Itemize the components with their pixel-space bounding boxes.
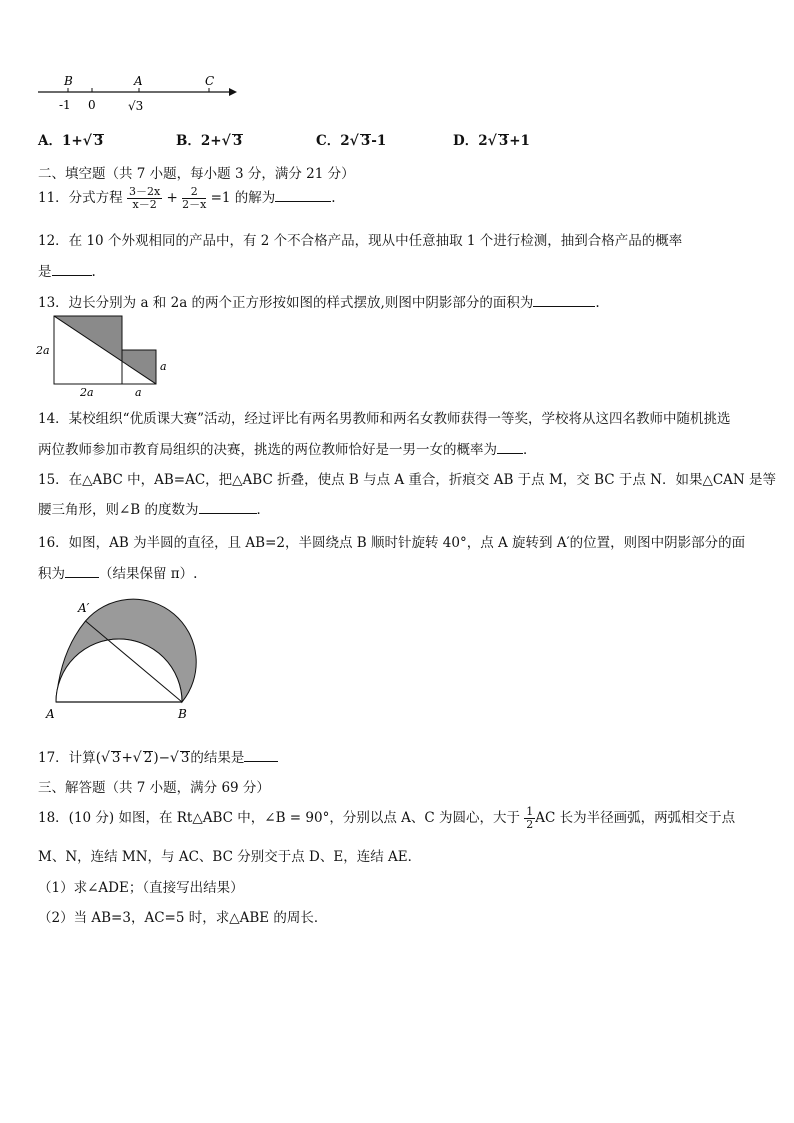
q17-answer-blank[interactable] bbox=[244, 749, 278, 762]
option-a-radicand: 3 bbox=[93, 133, 104, 149]
point-label-a: A bbox=[134, 74, 143, 88]
option-a-label: A．1+ bbox=[38, 133, 83, 149]
question-15-line-1: 15．在△ABC 中，AB=AC，把△ABC 折叠，使点 B 与点 A 重合，折痕交 AB 于点 M，交 BC 于点 N．如果△CAN 是等 bbox=[38, 472, 777, 488]
tick-label-minus-one: -1 bbox=[59, 98, 71, 112]
q14-end: ． bbox=[523, 442, 537, 458]
q17-radicand-1: 3 bbox=[111, 750, 121, 766]
option-c-radicand: 3 bbox=[360, 133, 371, 149]
q18-half-fraction bbox=[524, 806, 535, 831]
question-12-line-2 bbox=[38, 260, 96, 280]
question-18-part-1: （1）求∠ADE；（直接写出结果） bbox=[38, 880, 244, 896]
q16-label-b: B bbox=[178, 707, 187, 721]
q17-plus: + bbox=[121, 750, 133, 766]
option-b-radicand: 3 bbox=[232, 133, 243, 149]
q13-label-bottom-2a: 2a bbox=[80, 386, 94, 398]
question-12-line-1: 12．在 10 个外观相同的产品中，有 2 个不合格产品，现从中任意抽取 1 个进行检测，抽到合格产品的概率 bbox=[38, 233, 683, 249]
q18-half-num: 1 bbox=[526, 805, 534, 818]
q11-prefix: 11．分式方程 bbox=[38, 190, 123, 206]
q15-answer-blank[interactable] bbox=[199, 501, 257, 514]
option-a: A．1+√ 3 bbox=[38, 133, 104, 149]
q16-line2-end: （结果保留 π）. bbox=[99, 566, 198, 582]
option-c: C．2√ 3-1 bbox=[316, 133, 387, 149]
q11-plus: + bbox=[166, 190, 178, 206]
question-18-line-1 bbox=[38, 806, 735, 831]
point-label-b: B bbox=[64, 74, 73, 88]
q17-paren-close: ) bbox=[153, 750, 159, 766]
q16-line2-text: 积为 bbox=[38, 566, 65, 582]
q18-line1-suffix: AC 长为半径画弧，两弧相交于点 bbox=[535, 810, 736, 826]
q13-end: . bbox=[595, 295, 600, 311]
q11-frac1-num: 3－2x bbox=[128, 185, 161, 198]
q18-line1-prefix: 18．(10 分) 如图，在 Rt△ABC 中，∠B = 90°，分别以点 A、C 为圆心，大于 bbox=[38, 810, 520, 826]
tick-label-zero: 0 bbox=[88, 98, 96, 112]
question-15-line-2 bbox=[38, 498, 270, 518]
q16-answer-blank[interactable] bbox=[65, 565, 99, 578]
q13-label-right-a: a bbox=[160, 360, 167, 373]
question-16-line-2 bbox=[38, 562, 197, 582]
q17-radicand-2: 2 bbox=[143, 750, 153, 766]
q16-label-a: A bbox=[46, 707, 55, 721]
q16-semicircle-figure bbox=[40, 592, 215, 724]
q11-fraction-2 bbox=[182, 186, 206, 211]
q13-label-bottom-a: a bbox=[135, 386, 142, 398]
section-2-heading: 二、填空题（共 7 小题，每小题 3 分，满分 21 分） bbox=[38, 166, 355, 182]
q14-line2-text: 两位教师参加市教育局组织的决赛，挑选的两位教师恰好是一男一女的概率为 bbox=[38, 442, 497, 458]
tick-label-sqrt3: √3 bbox=[128, 99, 144, 113]
q13-text: 13．边长分别为 a 和 2a 的两个正方形按如图的样式摆放,则图中阴影部分的面积为 bbox=[38, 295, 534, 311]
option-d-radicand: 3 bbox=[498, 133, 509, 149]
q17-paren-open: ( bbox=[95, 750, 101, 766]
option-d-suffix: +1 bbox=[509, 133, 530, 149]
section-3-heading: 三、解答题（共 7 小题，满分 69 分） bbox=[38, 780, 270, 796]
q17-prefix: 17．计算 bbox=[38, 750, 96, 766]
q15-line2-text: 腰三角形，则∠B 的度数为 bbox=[38, 502, 199, 518]
q11-frac1-den: x－2 bbox=[132, 198, 157, 211]
question-16-line-1: 16．如图，AB 为半圆的直径，且 AB=2，半圆绕点 B 顺时针旋转 40°，点 A 旋转到 A′的位置，则图中阴影部分的面 bbox=[38, 535, 746, 551]
q17-suffix: 的结果是 bbox=[190, 750, 245, 766]
q13-answer-blank[interactable] bbox=[533, 294, 595, 307]
q18-half-den: 2 bbox=[526, 818, 534, 831]
q11-end: . bbox=[331, 190, 336, 206]
q17-minus: − bbox=[158, 750, 170, 766]
question-14-line-2 bbox=[38, 438, 537, 458]
option-d-label: D．2 bbox=[453, 133, 488, 149]
q12-end: . bbox=[91, 264, 96, 280]
q16-label-a-prime: A′ bbox=[78, 601, 90, 615]
question-18-line-2: M、N，连结 MN，与 AC、BC 分别交于点 D、E，连结 AE． bbox=[38, 849, 422, 865]
q11-frac2-num: 2 bbox=[182, 186, 206, 199]
question-18-part-2: （2）当 AB=3，AC=5 时，求△ABE 的周长． bbox=[38, 910, 328, 926]
number-line-figure bbox=[30, 70, 250, 118]
q15-end: ． bbox=[256, 502, 271, 518]
q13-label-left-2a: 2a bbox=[36, 344, 50, 357]
question-14-line-1: 14．某校组织“优质课大赛”活动，经过评比有两名男教师和两名女教师获得一等奖，学校将从这四名教师中随机挑选 bbox=[38, 411, 731, 427]
question-17: 17．计算(√ 3+√ 2)−√ 3的结果是 bbox=[38, 746, 278, 766]
q11-fraction-1 bbox=[127, 186, 162, 211]
q17-radicand-3: 3 bbox=[180, 750, 190, 766]
q11-frac2-den: 2－x bbox=[182, 198, 207, 211]
q14-answer-blank[interactable] bbox=[497, 441, 523, 454]
q11-suffix: =1 的解为 bbox=[210, 190, 276, 206]
option-b: B．2+√ 3 bbox=[176, 133, 243, 149]
q12-line2-text: 是 bbox=[38, 264, 52, 280]
option-c-label: C．2 bbox=[316, 133, 350, 149]
question-13 bbox=[38, 291, 600, 311]
question-11 bbox=[38, 186, 336, 211]
q12-answer-blank[interactable] bbox=[52, 263, 92, 276]
option-d: D．2√ 3+1 bbox=[453, 133, 530, 149]
point-label-c: C bbox=[205, 74, 215, 88]
option-c-suffix: -1 bbox=[371, 133, 387, 149]
option-b-label: B．2+ bbox=[176, 133, 222, 149]
q13-squares-figure bbox=[34, 312, 174, 398]
q11-answer-blank[interactable] bbox=[275, 189, 331, 202]
